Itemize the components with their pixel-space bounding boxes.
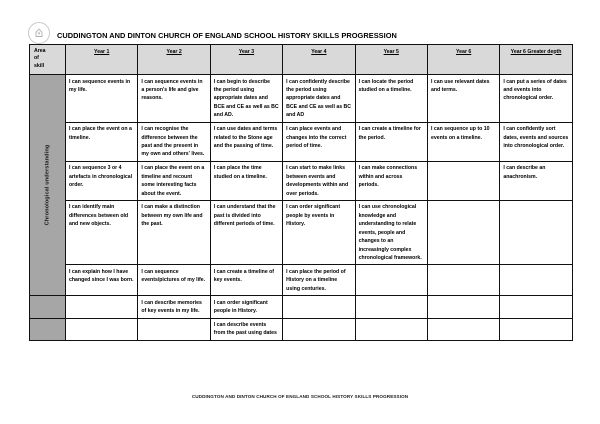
table-row [30,318,573,340]
cell-r4-year-5: I can use chronological knowledge and understanding to relate events, people and changes to an increasingly complex chronological framework. [355,200,427,264]
logo-circle [28,22,50,44]
cell-r5-year-1: I can explain how I have changed since I was born. [66,265,138,296]
cell-r3-year-1: I can sequence 3 or 4 artefacts in chronological order. [66,161,138,200]
school-crest-logo [28,22,52,46]
cell-r2-year-6-greater-depth: I can confidently sort dates, events and sources into chronological order. [500,122,572,161]
column-header-year-3 [210,45,282,75]
cell-r5-year-2: I can sequence events/pictures of my life. [138,265,210,296]
column-header-year-6-greater-depth-label: Year 6 Greater depth [510,48,562,55]
cell-r6-year-6-greater-depth [500,296,572,318]
cell-r6-year-2: I can describe memories of key events in my life. [138,296,210,318]
column-header-year-5 [355,45,427,75]
cell-r2-year-3: I can use dates and terms related to the Stone age and the passing of time. [210,122,282,161]
column-header-year-1 [66,45,138,75]
cell-r1-year-6-greater-depth: I can put a series of dates and events into chronological order. [500,75,572,123]
section-label-chronological-understanding [30,75,66,296]
table-header-row [30,45,573,75]
column-header-year-4-label: Year 4 [311,48,327,55]
cell-r6-year-1 [66,296,138,318]
skills-progression-table-wrapper [29,44,572,341]
table-row [30,200,573,264]
cell-r4-year-3: I can understand that the past is divided into different periods of time. [210,200,282,264]
cell-r3-year-6 [427,161,499,200]
cell-r3-year-2: I can place the event on a timeline and recount some interesting facts about the event. [138,161,210,200]
table-row [30,265,573,296]
cell-r6-year-5 [355,296,427,318]
cell-r7-year-2 [138,318,210,340]
column-header-year-4 [283,45,355,75]
cell-r7-year-6-greater-depth [500,318,572,340]
sidebar-spacer-cell-1 [30,296,66,318]
cell-r4-year-1: I can identify main differences between old and new objects. [66,200,138,264]
section-label-text: Chronological understanding [43,144,50,226]
cell-r5-year-3: I can create a timeline of key events. [210,265,282,296]
cell-r7-year-3: I can describe events from the past using dates [210,318,282,340]
cell-r5-year-6-greater-depth [500,265,572,296]
page-title: CUDDINGTON AND DINTON CHURCH OF ENGLAND SCHOOL HISTORY SKILLS PROGRESSION [57,31,397,40]
cell-r2-year-5: I can create a timeline for the period. [355,122,427,161]
cell-r7-year-1 [66,318,138,340]
cell-r1-year-1: I can sequence events in my life. [66,75,138,123]
page-footer: CUDDINGTON AND DINTON CHURCH OF ENGLAND SCHOOL HISTORY SKILLS PROGRESSION [191,394,409,399]
cell-r7-year-6 [427,318,499,340]
column-header-year-5-label: Year 5 [383,48,399,55]
area-head-line-1: Area [34,47,46,54]
cell-r3-year-3: I can place the time studied on a timeline. [210,161,282,200]
column-header-year-6 [427,45,499,75]
table-row [30,75,573,123]
sidebar-spacer-cell-2 [30,318,66,340]
cell-r4-year-2: I can make a distinction between my own life and the past. [138,200,210,264]
cell-r1-year-5: I can locate the period studied on a timeline. [355,75,427,123]
cell-r1-year-6: I can use relevant dates and terms. [427,75,499,123]
column-header-year-1-label: Year 1 [94,48,110,55]
cell-r5-year-4: I can place the period of History on a timeline using centuries. [283,265,355,296]
cell-r1-year-4: I can confidently describe the period using appropriate dates and BCE and CE as well as BC and AD [283,75,355,123]
cell-r6-year-6 [427,296,499,318]
area-head-line-2: of [34,55,39,62]
table-row [30,161,573,200]
cell-r2-year-6: I can sequence up to 10 events on a timeline. [427,122,499,161]
cell-r4-year-6 [427,200,499,264]
cell-r2-year-2: I can recognise the difference between the past and the present in my own and others' lives. [138,122,210,161]
cell-r1-year-2: I can sequence events in a person's life and give reasons. [138,75,210,123]
column-header-year-2-label: Year 2 [166,48,182,55]
cell-r4-year-6-greater-depth [500,200,572,264]
area-head-line-3: skill [34,63,45,70]
table-row [30,122,573,161]
cell-r3-year-6-greater-depth: I can describe an anachronism. [500,161,572,200]
skills-progression-table [29,44,573,341]
cell-r4-year-4: I can order significant people by events in History. [283,200,355,264]
cell-r6-year-4 [283,296,355,318]
cell-r3-year-4: I can start to make links between events and developments within and over periods. [283,161,355,200]
column-header-area-of-skill [30,45,66,75]
cell-r5-year-6 [427,265,499,296]
cell-r2-year-4: I can place events and changes into the correct period of time. [283,122,355,161]
column-header-year-6-greater-depth [500,45,572,75]
column-header-year-2 [138,45,210,75]
cell-r3-year-5: I can make connections within and across periods. [355,161,427,200]
cell-r6-year-3: I can order significant people in History. [210,296,282,318]
cell-r7-year-5 [355,318,427,340]
cell-r5-year-5 [355,265,427,296]
cell-r1-year-3: I can begin to describe the period using appropriate dates and BCE and CE as well as BC and AD. [210,75,282,123]
column-header-year-6-label: Year 6 [456,48,472,55]
table-row [30,296,573,318]
column-header-year-3-label: Year 3 [238,48,255,55]
cell-r7-year-4 [283,318,355,340]
cell-r2-year-1: I can place the event on a timeline. [66,122,138,161]
